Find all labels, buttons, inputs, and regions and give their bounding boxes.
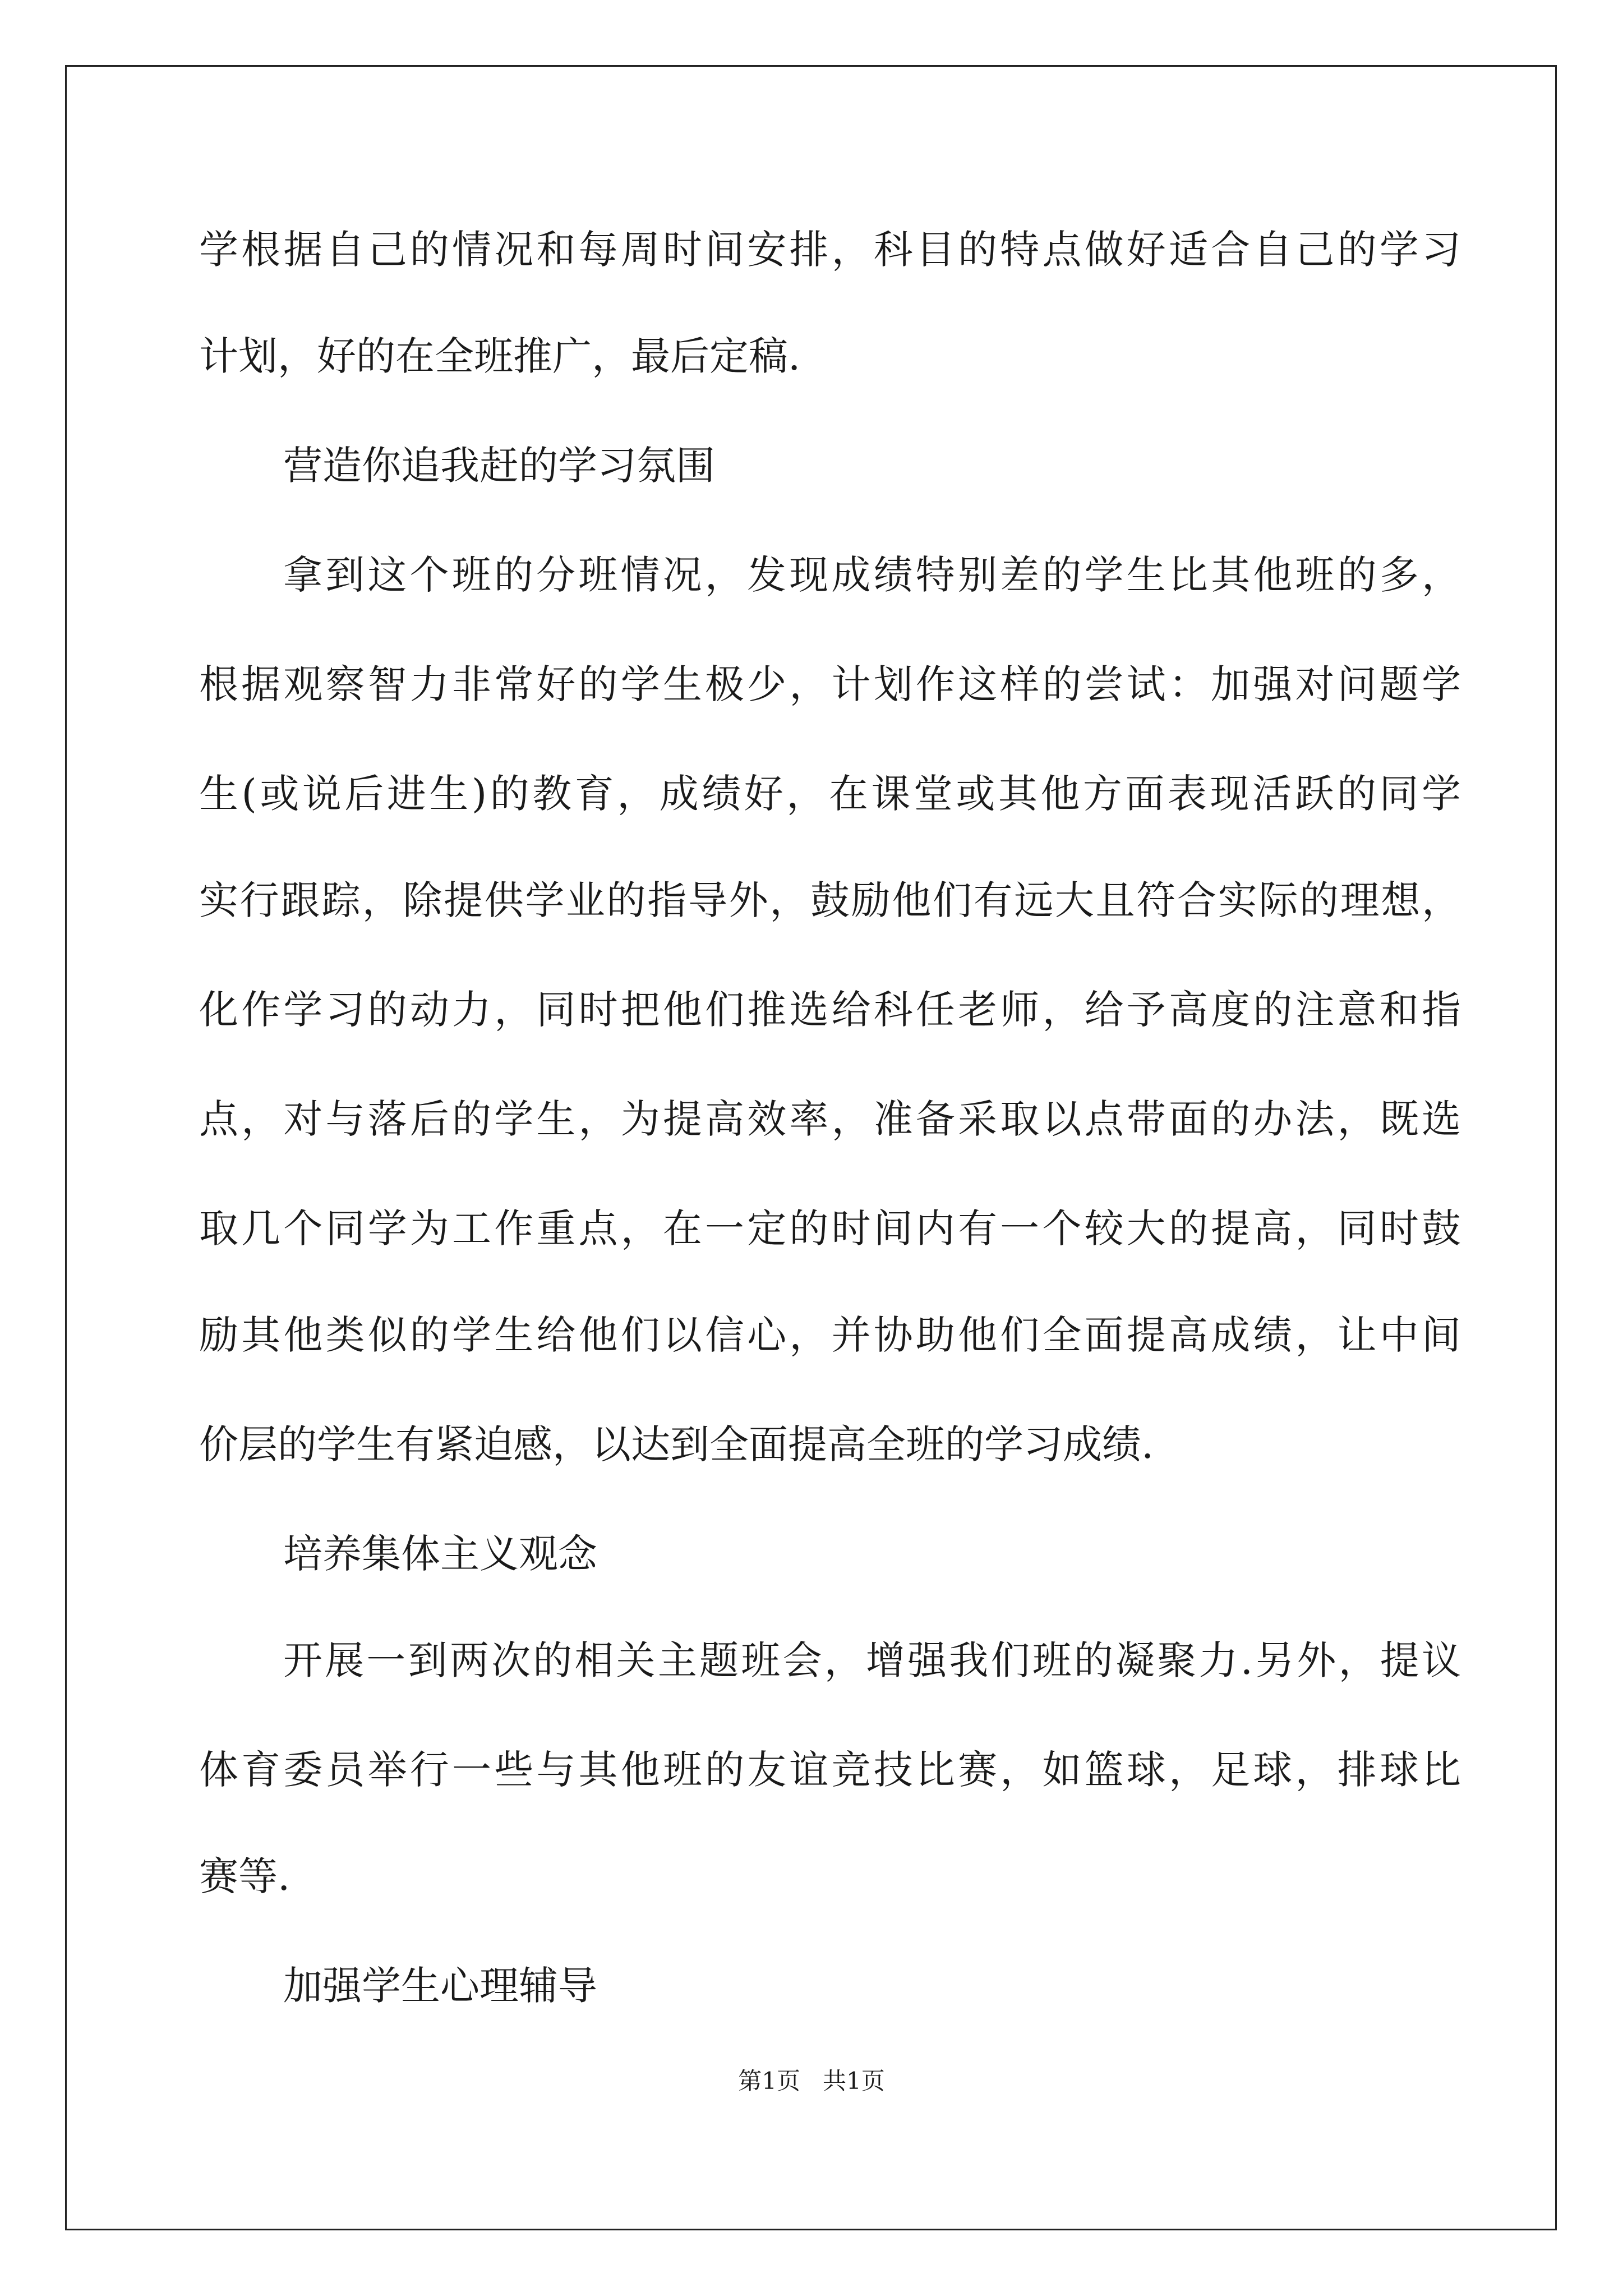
body-line: 根据观察智力非常好的学生极少，计划作这样的尝试：加强对问题学: [199, 661, 1461, 707]
body-line: 计划，好的在全班推广，最后定稿.: [199, 333, 801, 379]
page-frame: [65, 65, 1557, 2230]
body-line: 体育委员举行一些与其他班的友谊竞技比赛，如篮球，足球，排球比: [199, 1747, 1461, 1793]
section-heading: 营造你追我赶的学习氛围: [283, 443, 715, 489]
page-footer: 第1页 共1页: [738, 2067, 885, 2095]
body-line: 价层的学生有紧迫感，以达到全面提高全班的学习成绩.: [199, 1421, 1154, 1467]
body-line: 实行跟踪，除提供学业的指导外，鼓励他们有远大且符合实际的理想，: [199, 877, 1461, 923]
body-line: 取几个同学为工作重点，在一定的时间内有一个较大的提高，同时鼓: [199, 1205, 1461, 1251]
body-line: 开展一到两次的相关主题班会，增强我们班的凝聚力.另外，提议: [283, 1637, 1461, 1683]
section-heading: 培养集体主义观念: [283, 1531, 597, 1577]
body-line: 生(或说后进生)的教育，成绩好，在课堂或其他方面表现活跃的同学: [199, 771, 1461, 817]
body-line: 拿到这个班的分班情况，发现成绩特别差的学生比其他班的多，: [283, 552, 1461, 598]
body-line: 学根据自己的情况和每周时间安排，科目的特点做好适合自己的学习: [199, 227, 1461, 273]
body-line: 化作学习的动力，同时把他们推选给科任老师，给予高度的注意和指: [199, 987, 1461, 1033]
section-heading: 加强学生心理辅导: [283, 1963, 597, 2009]
body-line: 点，对与落后的学生，为提高效率，准备采取以点带面的办法，既选: [199, 1096, 1461, 1142]
body-line: 赛等.: [199, 1853, 291, 1899]
body-line: 励其他类似的学生给他们以信心，并协助他们全面提高成绩，让中间: [199, 1312, 1461, 1358]
